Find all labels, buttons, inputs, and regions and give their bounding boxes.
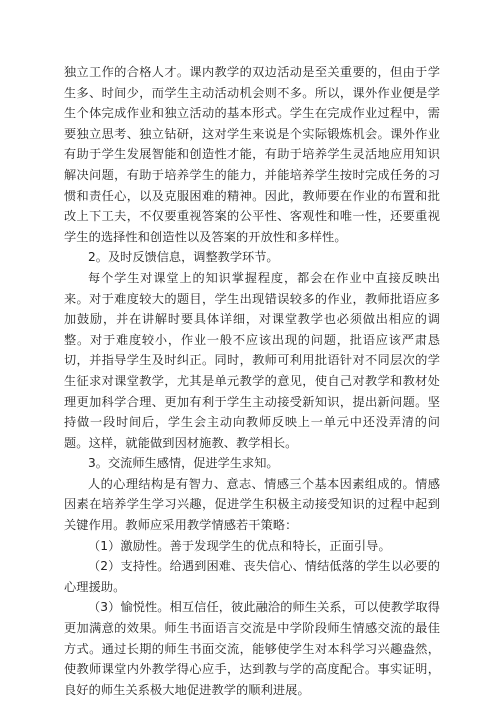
paragraph-feedback: 每个学生对课堂上的知识掌握程度，都会在作业中直接反映出来。对于难度较大的题目，学生出现错误较多的作业，教师批语应多加鼓励，并在讲解时要具体详细，对课堂教学也必须做出相应的调整。对于难度较小，作业一般不应该出现的问题，批语应该严肃恳切，并指导学生及时纠正。同时，教师可利用批语针对不同层次的学生征求对课堂教学，尤其是单元教学的意见，使自己对教学和教材处理更加科学合理、更加有利于学生主动接受新知识，提出新问题。坚持做一段时间后，学生会主动向教师反映上一单元中还没弄清的问题。这样，就能做到因材施教、教学相长。 <box>64 270 440 450</box>
heading-feedback: 2。及时反馈信息，调整教学环节。 <box>88 250 279 265</box>
heading-emotion: 3。交流师生感情，促进学生求知。 <box>88 456 279 471</box>
list-item-pleasure: （3）愉悦性。相互信任，彼此融洽的师生关系，可以使教学取得更加满意的效果。师生书面语言交流是中学阶段师生情感交流的最佳方式。通过长期的师生书面交流，能够使学生对本科学习兴趣盎然，使教师课堂内外教学得心应手，达到教与学的高度配合。事实证明，良好的师生关系极大地促进教学的顺利进展。 <box>64 600 440 697</box>
paragraph-homework-independence: 独立工作的合格人才。课内教学的双边活动是至关重要的，但由于学生多、时间少，而学生主动活动机会则不多。所以，课外作业便是学生个体完成作业和独立活动的基本形式。学生在完成作业过程中，需要独立思考、独立钻研，这对学生来说是个实际锻炼机会。课外作业有助于学生发展智能和创造性才能，有助于培养学生灵活地应用知识解决问题，有助于培养学生的能力，并能培养学生按时完成任务的习惯和责任心，以及克服困难的精神。因此，教师要在作业的布置和批改上下工夫，不仅要重视答案的公平性、客观性和唯一性，还要重视学生的选择性和创造性以及答案的开放性和多样性。 <box>64 65 440 244</box>
document-body <box>64 62 440 700</box>
list-item-incentive: （1）激励性。善于发现学生的优点和特长，正面引导。 <box>88 538 391 553</box>
list-item-support: （2）支持性。给遇到困难、丧失信心、情结低落的学生以必要的心理援助。 <box>64 559 440 594</box>
paragraph-emotion: 人的心理结构是有智力、意志、情感三个基本因素组成的。情感因素在培养学生学习兴趣，促进学生积极主动接受知识的过程中起到关键作用。教师应采用教学情感若干策略： <box>64 476 440 533</box>
